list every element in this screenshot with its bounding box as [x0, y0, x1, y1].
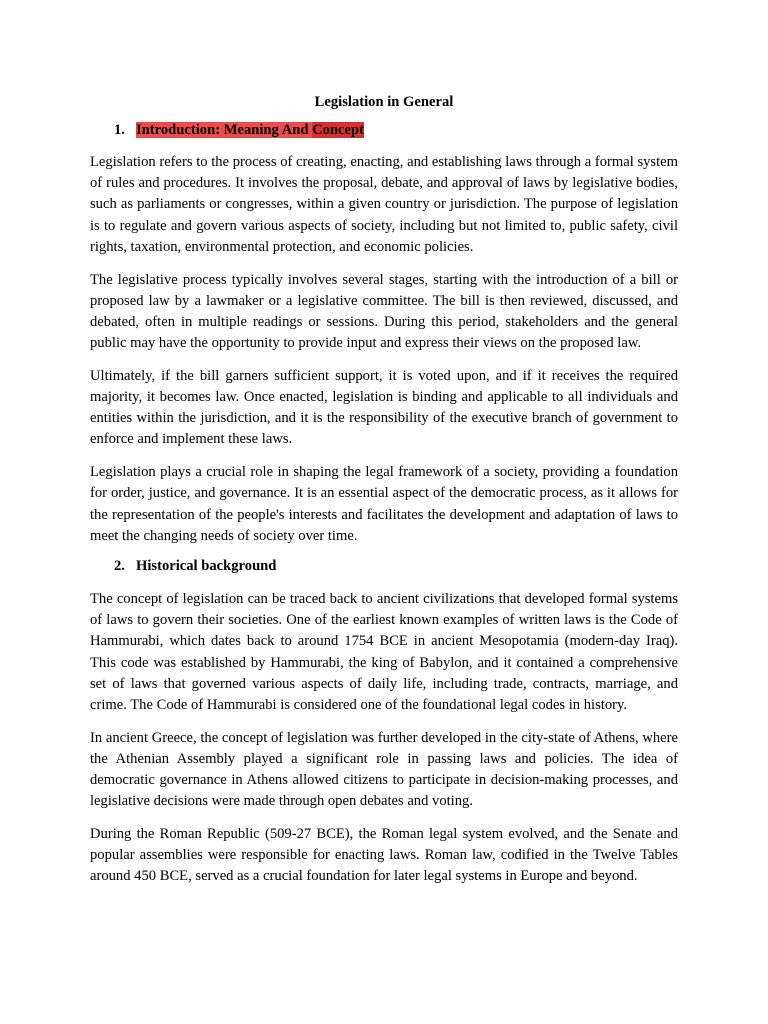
section-1-paragraph-1: Legislation refers to the process of creating, enacting, and establishing laws through a formal system of rules and procedures. It involves the proposal, debate, and approval of laws by legislative bodies, such as parliaments or congresses, within a given country or jurisdiction. The purpose of legislation is to regulate and govern various aspects of society, including but not limited to, public safety, civil rights, taxation, environmental protection, and economic policies.: [90, 154, 678, 255]
section-1-title: [136, 121, 364, 140]
section-1-paragraph-3: Ultimately, if the bill garners sufficient support, it is voted upon, and if it receives the required majority, it becomes law. Once enacted, legislation is binding and applicable to all individuals and entities within the jurisdiction, and it is the responsibility of the executive branch of government to enforce and implement these laws.: [90, 367, 678, 448]
section-2-title: Historical background: [136, 557, 277, 574]
section-2-paragraph-1: The concept of legislation can be traced back to ancient civilizations that developed formal systems of laws to govern their societies. One of the earliest known examples of written laws is the Code of Hammurabi, which dates back to around 1754 BCE in ancient Mesopotamia (modern-day Iraq). This code was established by Hammurabi, the king of Babylon, and it contained a comprehensive set of laws that governed various aspects of daily life, including trade, contracts, marriage, and crime. The Code of Hammurabi is considered one of the foundational legal codes in history.: [90, 590, 678, 713]
section-1-paragraph-4: Legislation plays a crucial role in shaping the legal framework of a society, providing a foundation for order, justice, and governance. It is an essential aspect of the democratic process, as it allows for the representation of the people's interests and facilitates the development and adaptation of laws to meet the changing needs of society over time.: [90, 464, 678, 544]
section-2-number: 2.: [114, 557, 125, 574]
section-2-paragraph-3: During the Roman Republic (509-27 BCE), the Roman legal system evolved, and the Senate and popular assemblies were responsible for enacting laws. Roman law, codified in the Twelve Tables around 450 BCE, served as a crucial foundation for later legal systems in Europe and beyond.: [90, 825, 678, 885]
section-1-heading: [90, 121, 678, 140]
section-1-number: 1.: [114, 122, 125, 138]
document-body: [90, 92, 678, 899]
section-1-paragraph-2: The legislative process typically involves several stages, starting with the introduction of a bill or proposed law by a lawmaker or a legislative committee. The bill is then reviewed, discussed, and debated, often in multiple readings or sessions. During this period, stakeholders and the general public may have the opportunity to provide input and express their views on the proposed law.: [90, 271, 678, 352]
section-2-paragraph-2: In ancient Greece, the concept of legislation was further developed in the city-state of Athens, where the Athenian Assembly played a significant role in passing laws and policies. The idea of democratic governance in Athens allowed citizens to participate in decision-making processes, and legislative decisions were made through open debates and voting.: [90, 729, 678, 810]
document-title: Legislation in General: [314, 94, 454, 110]
section-1-title-part2: Concept: [312, 122, 364, 138]
section-1-title-part1: Introduction: Meaning And: [136, 122, 313, 138]
section-2-heading: [90, 557, 678, 576]
